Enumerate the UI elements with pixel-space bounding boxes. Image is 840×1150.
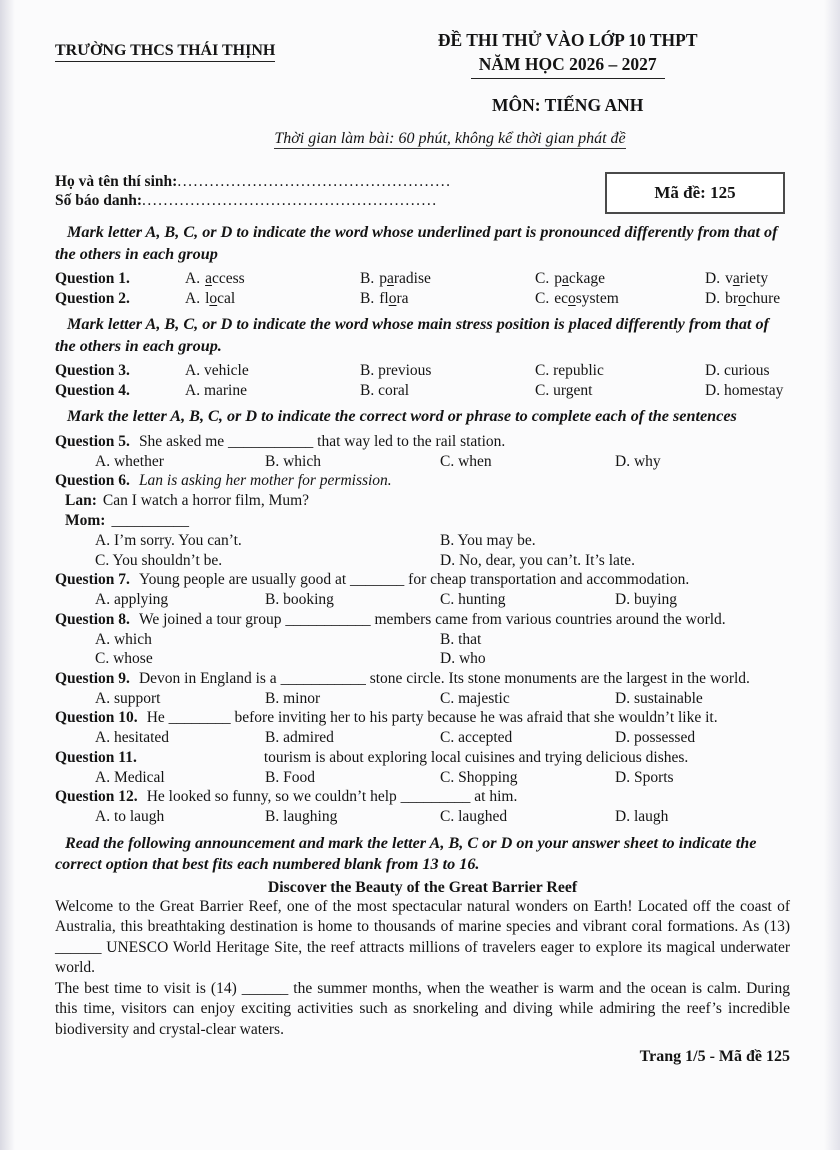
option: D. variety [705,270,769,287]
option: C. majestic [440,689,510,707]
option: C. accepted [440,729,513,746]
section-instruction-pronunciation: Mark letter A, B, C, or D to indicate the word whose underlined part is pronounced differently from that of the others in each group [55,223,778,263]
section-instruction-stress: Mark letter A, B, C, or D to indicate the word whose main stress position is placed differently from that of the others in each group. [55,315,769,355]
option: A. applying [95,591,169,608]
candidate-info-row [55,172,790,214]
question-text: Young people are usually good at _______ for cheap transportation and accommodation. [138,571,690,588]
option: C. when [440,452,492,470]
candidate-id-dots: ....................................................... [142,192,438,209]
question-1-row [55,269,790,289]
question-7-options [95,590,790,610]
option: A. to laugh [95,808,165,825]
option: A. which [95,630,152,648]
option: A. hesitated [95,729,170,746]
question-text: He ________ before inviting her to his party because he was afraid that she wouldn’t like it. [146,709,718,726]
dialogue-line: Mom: __________ [65,512,189,529]
option: D. curious [705,362,770,379]
duration-note: Thời gian làm bài: 60 phút, không kể thời gian phát đề [274,130,626,147]
passage-paragraph-1: Welcome to the Great Barrier Reef, one of the most spectacular natural wonders on Earth! Located off the coast of Australia, this breathtaking destination is home to thousands of marine species and vibrant coral formations. As (13) ______ UNESCO World Heritage Site, the reef attracts millions of travelers eager to explore its magical underwater world. [55,897,790,976]
question-text: We joined a tour group ___________ members came from various countries around the world. [138,610,726,628]
question-6-options [95,531,790,570]
question-11: Question 11. tourism is about exploring local cuisines and trying delicious dishes. [55,748,689,766]
option: B. minor [265,689,321,707]
question-8: Question 8. We joined a tour group ___________ members came from various countries around the world. [55,610,726,628]
exam-code-box: Mã đề: 125 [605,172,785,214]
option: D. who [440,650,486,667]
question-12: Question 12. He looked so funny, so we couldn’t help _________ at him. [55,788,518,805]
option: C. urgent [535,381,593,399]
option: C. package [535,270,605,287]
option: B. flora [360,289,409,307]
option: D. sustainable [615,689,703,707]
exam-year: NĂM HỌC 2026 – 2027 [345,54,790,75]
option: D. why [615,452,661,470]
question-label: Question 4. [55,381,130,399]
question-2-row [55,289,790,309]
option: D. brochure [705,289,781,307]
option: B. You may be. [440,532,536,549]
page-header [55,30,790,116]
option: C. republic [535,362,604,379]
question-label: Question 1. [55,270,130,287]
question-3-row [55,361,790,381]
candidate-name-line [55,172,605,191]
passage-title: Discover the Beauty of the Great Barrier Reef [267,878,578,896]
question-10-options [95,728,790,748]
option: A. access [185,270,245,287]
question-11-options [95,768,790,788]
question-4-row [55,381,790,401]
option: D. laugh [615,808,669,825]
option: D. homestay [705,381,784,399]
option: C. laughed [440,808,508,825]
option: D. No, dear, you can’t. It’s late. [440,551,635,569]
section-instruction-reading: Read the following announcement and mark the letter A, B, C or D on your answer sheet to indicate the correct option that best fits each numbered blank from 13 to 16. [55,833,757,873]
question-text: tourism is about exploring local cuisines and trying delicious dishes. [263,748,689,766]
option: A. whether [95,452,164,470]
dialogue-line: Lan: Can I watch a horror film, Mum? [65,492,310,509]
exam-title-block [275,30,790,116]
option: A. marine [185,381,247,399]
option: B. paradise [360,270,431,287]
question-9: Question 9. Devon in England is a ___________ stone circle. Its stone monuments are the largest in the world. [55,669,750,687]
option: C. ecosystem [535,289,619,307]
question-9-options [95,689,790,709]
candidate-id-label: Số báo danh: [55,192,143,209]
question-text: He looked so funny, so we couldn’t help _________ at him. [146,788,518,805]
option: B. admired [265,729,334,746]
question-label: Question 3. [55,362,130,379]
passage-paragraph-2: The best time to visit is (14) ______ the summer months, when the weather is warm and the ocean is calm. During this time, visitors can enjoy exciting activities such as snorkeling and diving while admiring the reef’s incredible biodiversity and crystal-clear waters. [55,979,790,1038]
option: B. booking [265,591,334,608]
question-12-options [95,807,790,827]
speaker-label: Mom: [65,512,106,529]
option: D. possessed [615,729,696,746]
option: B. Food [265,768,315,786]
option: C. hunting [440,591,506,608]
option: B. which [265,452,321,470]
option: A. support [95,689,161,707]
question-5: Question 5. She asked me ___________ that way led to the rail station. [55,432,506,450]
question-context: Lan is asking her mother for permission. [138,472,392,489]
option: C. You shouldn’t be. [95,551,223,569]
subject-title: MÔN: TIẾNG ANH [492,95,644,115]
page-footer: Trang 1/5 - Mã đề 125 [639,1048,790,1065]
question-7: Question 7. Young people are usually good at _______ for cheap transportation and accommodation. [55,571,690,588]
exam-title: ĐỀ THI THỬ VÀO LỚP 10 THPT [437,30,698,50]
option: C. Shopping [440,768,518,786]
school-name: TRƯỜNG THCS THÁI THỊNH [55,30,275,116]
section-instruction-completion: Mark the letter A, B, C, or D to indicate the correct word or phrase to complete each of the sentences [67,407,737,425]
option: A. vehicle [185,362,249,379]
question-text: Devon in England is a ___________ stone circle. Its stone monuments are the largest in the world. [138,669,750,687]
question-6: Question 6. Lan is asking her mother for permission. [55,472,392,489]
question-text: She asked me ___________ that way led to the rail station. [138,432,506,450]
option: B. previous [360,362,432,379]
question-10: Question 10. He ________ before inviting her to his party because he was afraid that she wouldn’t like it. [55,709,718,726]
speaker-label: Lan: [65,492,97,509]
option: A. I’m sorry. You can’t. [95,532,242,549]
candidate-id-line [55,191,605,210]
candidate-fields [55,172,605,210]
option: B. that [440,630,482,648]
option: B. coral [360,381,410,399]
option: D. buying [615,591,677,608]
candidate-name-dots: ................................................... [177,173,452,190]
candidate-name-label: Họ và tên thí sinh: [55,173,178,190]
option: A. Medical [95,768,165,786]
option: A. local [185,289,236,307]
option: B. laughing [265,808,338,825]
option: C. whose [95,650,153,667]
question-label: Question 2. [55,289,130,307]
option: D. Sports [615,768,674,786]
question-5-options [95,452,790,472]
question-8-options [95,630,790,669]
